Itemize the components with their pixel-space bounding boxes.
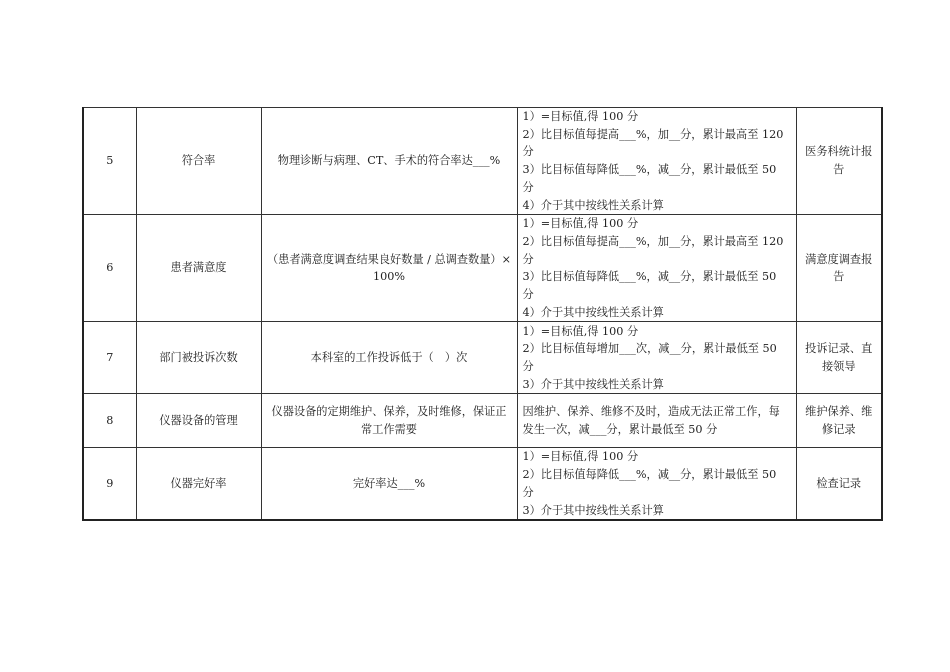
indicator-name: 仪器完好率 xyxy=(136,448,261,520)
table-row xyxy=(83,394,882,448)
scoring-rule: 3）比目标值每降低___%，减__分，累计最低至 50 分 xyxy=(522,163,777,194)
table-row xyxy=(83,108,882,215)
scoring-rule: 1）=目标值,得 100 分 xyxy=(522,110,639,123)
scoring-rules xyxy=(517,215,796,322)
scoring-rule: 2）比目标值每增加___次，减__分，累计最低至 50 分 xyxy=(522,342,777,373)
data-source: 投诉记录、直接领导 xyxy=(796,322,882,394)
data-source: 医务科统计报告 xyxy=(796,108,882,215)
scoring-rule: 因维护、保养、维修不及时，造成无法正常工作，每发生一次，减___分，累计最低至 50 分 xyxy=(522,405,780,436)
scoring-rules xyxy=(517,394,796,448)
indicator-name: 部门被投诉次数 xyxy=(136,322,261,394)
target-definition: 完好率达___% xyxy=(261,448,517,520)
scoring-rule: 3）介于其中按线性关系计算 xyxy=(522,377,664,391)
scoring-rules xyxy=(517,448,796,520)
scoring-rule: 2）比目标值每提高___%，加__分，累计最高至 120 分 xyxy=(522,127,784,159)
indicator-name: 符合率 xyxy=(136,108,261,215)
row-number: 8 xyxy=(83,394,136,448)
indicator-name: 患者满意度 xyxy=(136,215,261,322)
scoring-rule: 1）=目标值,得 100 分 xyxy=(522,324,639,338)
target-definition: 物理诊断与病理、CT、手术的符合率达___% xyxy=(261,108,517,215)
row-number: 6 xyxy=(83,215,136,322)
target-definition: 仪器设备的定期维护、保养，及时维修，保证正常工作需要 xyxy=(261,394,517,448)
data-source: 满意度调查报告 xyxy=(796,215,882,322)
row-number: 7 xyxy=(83,322,136,394)
data-source: 维护保养、维修记录 xyxy=(796,394,882,448)
scoring-rule: 4）介于其中按线性关系计算 xyxy=(522,198,664,212)
target-definition: （患者满意度调查结果良好数量 / 总调查数量）×100% xyxy=(261,215,517,322)
scoring-rule: 2）比目标值每提高___%，加__分，累计最高至 120 分 xyxy=(522,234,784,266)
table-row xyxy=(83,322,882,394)
scoring-rules xyxy=(517,108,796,215)
scoring-rules xyxy=(517,322,796,394)
row-number: 5 xyxy=(83,108,136,215)
table-row xyxy=(83,215,882,322)
table-row xyxy=(83,448,882,520)
scoring-rule: 1）=目标值,得 100 分 xyxy=(522,217,639,231)
scoring-rule: 4）介于其中按线性关系计算 xyxy=(522,305,664,319)
scoring-rule: 3）介于其中按线性关系计算 xyxy=(522,503,664,517)
row-number: 9 xyxy=(83,448,136,520)
data-source: 检查记录 xyxy=(796,448,882,520)
scoring-rule: 1）=目标值,得 100 分 xyxy=(522,450,639,464)
kpi-table-page xyxy=(82,107,881,521)
indicator-name: 仪器设备的管理 xyxy=(136,394,261,448)
scoring-rule: 3）比目标值每降低___%，减__分，累计最低至 50 分 xyxy=(522,270,777,302)
target-definition: 本科室的工作投诉低于（ ）次 xyxy=(261,322,517,394)
scoring-rule: 2）比目标值每降低___%，减__分，累计最低至 50 分 xyxy=(522,468,777,499)
kpi-assessment-table xyxy=(82,107,883,521)
